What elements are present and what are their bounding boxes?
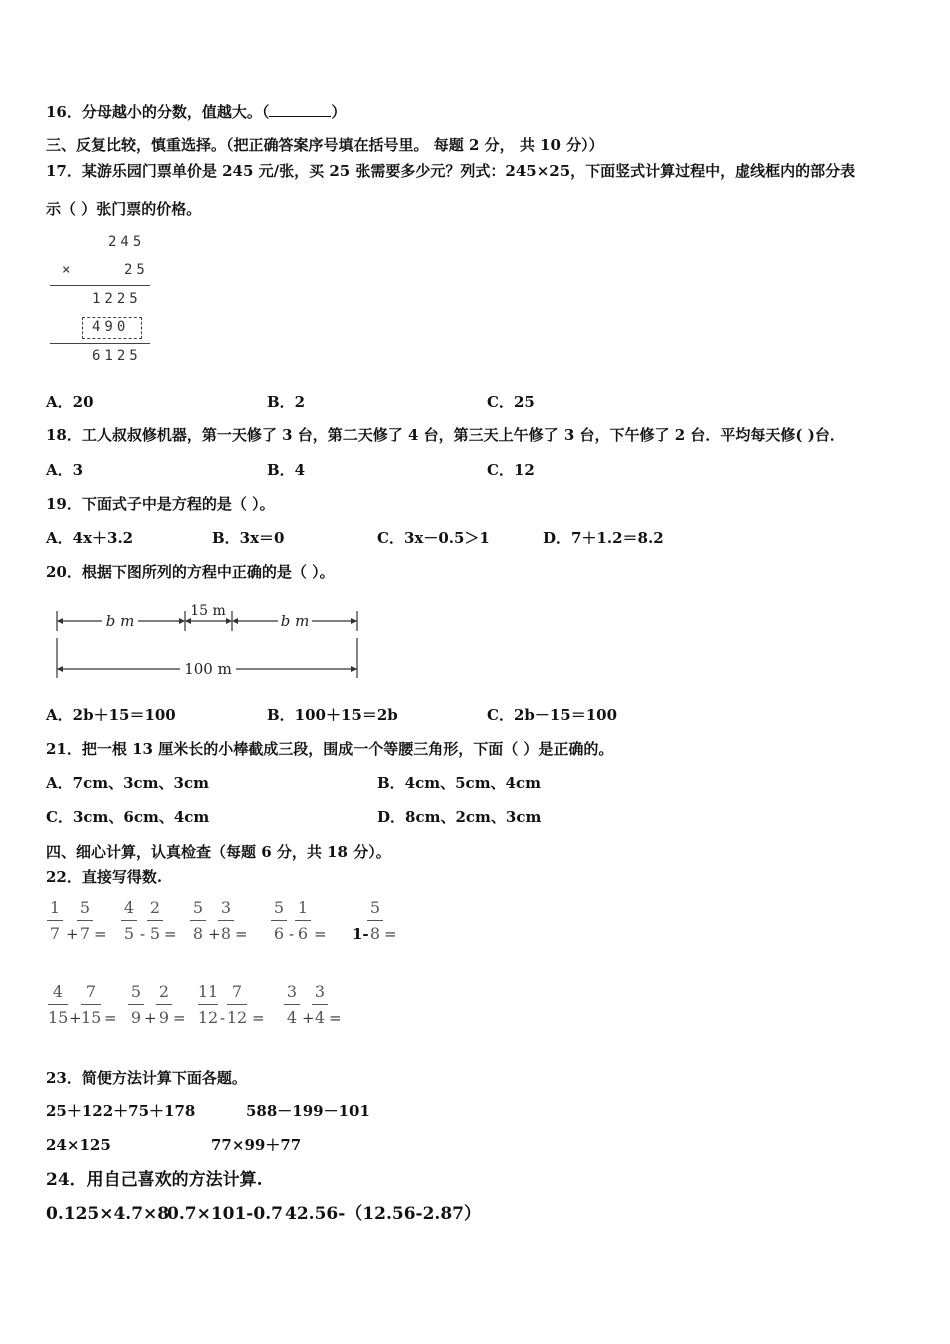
numerator: 4	[123, 898, 135, 917]
q22-r2-item2	[127, 982, 197, 1032]
equals: =	[104, 1009, 117, 1027]
fraction-bar	[271, 920, 287, 921]
operator: +	[302, 1009, 315, 1027]
operator: +	[69, 1009, 82, 1027]
q22-r1-item4	[270, 898, 340, 948]
denominator: 4	[286, 1008, 298, 1027]
numerator: 2	[158, 982, 170, 1001]
q23-item4: 77×99＋77	[211, 1136, 302, 1154]
q23-item2: 588－199－101	[246, 1102, 370, 1120]
denominator: 12	[226, 1008, 248, 1027]
denominator: 9	[130, 1008, 142, 1027]
q21-option-a[interactable]: A．7cm、3cm、3cm	[46, 774, 209, 792]
denominator: 12	[197, 1008, 219, 1027]
numerator: 4	[52, 982, 64, 1001]
fraction-bar	[156, 1004, 172, 1005]
numerator: 5	[369, 898, 381, 917]
fraction-bar	[190, 920, 206, 921]
section3-title: 三、反复比较，慎重选择。（把正确答案序号填在括号里。 每题 2 分， 共 10 分））	[46, 136, 604, 154]
q23-item1: 25＋122＋75＋178	[46, 1102, 196, 1120]
fraction-bar	[121, 920, 137, 921]
fraction-bar	[198, 1004, 218, 1005]
q19-option-a[interactable]: A．4x＋3.2	[46, 529, 134, 547]
whole-number: 1-	[352, 925, 369, 943]
q24-item3: 42.56-（12.56-2.87）	[285, 1204, 481, 1224]
fraction-bar	[77, 920, 93, 921]
denominator: 4	[314, 1008, 326, 1027]
fraction-bar	[147, 920, 163, 921]
equals: =	[384, 925, 397, 943]
operator: +	[144, 1009, 157, 1027]
numerator: 3	[286, 982, 298, 1001]
q22-r1-item3	[189, 898, 259, 948]
q18-text: 18．工人叔叔修机器，第一天修了 3 台，第二天修了 4 台，第三天上午修了 3 台，下午修了 2 台．平均每天修( )台．	[46, 426, 845, 444]
equals: =	[314, 925, 327, 943]
numerator: 1	[297, 898, 309, 917]
q20-figure	[50, 600, 370, 680]
fraction-bar	[284, 1004, 300, 1005]
q22-r2-item4	[283, 982, 353, 1032]
fraction-bar	[48, 1004, 68, 1005]
numerator: 5	[79, 898, 91, 917]
q18-option-b[interactable]: B．4	[267, 461, 306, 479]
q20-option-b[interactable]: B．100＋15＝2b	[267, 706, 398, 724]
denominator: 5	[123, 924, 135, 943]
fraction-bar	[128, 1004, 144, 1005]
q20-option-c[interactable]: C．2b－15＝100	[487, 706, 618, 724]
q22-r2-item3	[196, 982, 276, 1032]
q19-option-c[interactable]: C．3x－0.5＞1	[377, 529, 490, 547]
equals: =	[252, 1009, 265, 1027]
denominator: 8	[192, 924, 204, 943]
q16-answer-blank[interactable]	[269, 104, 331, 117]
q24-item1: 0.125×4.7×8	[46, 1204, 170, 1224]
denominator: 15	[48, 1008, 69, 1027]
q22-r1-item2	[120, 898, 190, 948]
q23-title: 23．简便方法计算下面各题。	[46, 1069, 247, 1087]
fraction-bar	[81, 1004, 101, 1005]
numerator: 5	[192, 898, 204, 917]
fig-label-middle: 15 m	[190, 603, 226, 619]
operator: +	[208, 925, 221, 943]
q17-option-b[interactable]: B．2	[267, 393, 306, 411]
q18-option-c[interactable]: C．12	[487, 461, 535, 479]
denominator: 8	[220, 924, 232, 943]
denominator: 7	[49, 924, 61, 943]
equals: =	[329, 1009, 342, 1027]
numerator: 3	[314, 982, 326, 1001]
numerator: 5	[130, 982, 142, 1001]
q24-title: 24．用自己喜欢的方法计算.	[46, 1170, 263, 1190]
denominator: 8	[369, 924, 381, 943]
q19-option-b[interactable]: B．3x＝0	[212, 529, 285, 547]
q17-vertical-multiplication	[46, 230, 156, 370]
q21-text: 21．把一根 13 厘米长的小棒截成三段，围成一个等腰三角形，下面（ ）是正确的。	[46, 740, 614, 758]
numerator: 3	[220, 898, 232, 917]
q22-r1-item5	[352, 898, 422, 948]
vertical-partial-1: 1225	[92, 291, 142, 307]
vertical-n2: 25	[124, 262, 149, 278]
q17-option-c[interactable]: C．25	[487, 393, 535, 411]
equals: =	[164, 925, 177, 943]
q22-r1-item1	[46, 898, 116, 948]
denominator: 6	[297, 924, 309, 943]
fraction-bar	[47, 920, 63, 921]
numerator: 7	[85, 982, 97, 1001]
operator: -	[289, 925, 295, 943]
q23-item3: 24×125	[46, 1136, 111, 1154]
numerator: 2	[149, 898, 161, 917]
fig-label-left: b m	[105, 612, 135, 630]
denominator: 9	[158, 1008, 170, 1027]
numerator: 5	[273, 898, 285, 917]
vertical-line-2	[50, 343, 150, 344]
q18-option-a[interactable]: A．3	[46, 461, 84, 479]
q22-title: 22．直接写得数.	[46, 868, 163, 886]
q21-option-b[interactable]: B．4cm、5cm、4cm	[377, 774, 542, 792]
q16	[46, 103, 346, 121]
denominator: 7	[79, 924, 91, 943]
vertical-n1: 245	[108, 234, 146, 250]
q16-close: ）	[331, 103, 347, 121]
operator: -	[220, 1009, 226, 1027]
fraction-bar	[367, 920, 383, 921]
q22-r2-item1	[46, 982, 126, 1032]
fraction-bar	[227, 1004, 247, 1005]
denominator: 15	[81, 1008, 102, 1027]
q19-option-d[interactable]: D．7＋1.2＝8.2	[543, 529, 664, 547]
q21-option-d[interactable]: D．8cm、2cm、3cm	[377, 808, 542, 826]
q20-text: 20．根据下图所列的方程中正确的是（ ）。	[46, 563, 335, 581]
vertical-result: 6125	[92, 348, 142, 364]
equals: =	[235, 925, 248, 943]
fig-label-total: 100 m	[184, 660, 232, 678]
fraction-bar	[312, 1004, 328, 1005]
operator: -	[140, 925, 146, 943]
q19-text: 19．下面式子中是方程的是（ ）。	[46, 495, 275, 513]
numerator: 7	[231, 982, 243, 1001]
fig-label-right: b m	[280, 612, 310, 630]
vertical-op: ×	[62, 262, 75, 278]
denominator: 6	[273, 924, 285, 943]
fraction-bar	[218, 920, 234, 921]
equals: =	[94, 925, 107, 943]
operator: +	[66, 925, 79, 943]
equals: =	[173, 1009, 186, 1027]
vertical-line-1	[50, 285, 150, 286]
numerator: 1	[49, 898, 61, 917]
q17-option-a[interactable]: A．20	[46, 393, 94, 411]
numerator: 11	[197, 982, 219, 1001]
vertical-partial-2: 490	[92, 319, 130, 335]
denominator: 5	[149, 924, 161, 943]
fraction-bar	[295, 920, 311, 921]
q20-option-a[interactable]: A．2b＋15＝100	[46, 706, 176, 724]
q21-option-c[interactable]: C．3cm、6cm、4cm	[46, 808, 210, 826]
q17-line1: 17．某游乐园门票单价是 245 元/张，买 25 张需要多少元？列式：245×25，下面竖式计算过程中，虚线框内的部分表	[46, 162, 856, 180]
q16-text: 16．分母越小的分数，值越大。（	[46, 103, 270, 121]
q17-line2: 示（ ）张门票的价格。	[46, 200, 202, 218]
q24-item2: 0.7×101-0.7	[167, 1204, 283, 1224]
section4-title: 四、细心计算，认真检查（每题 6 分，共 18 分）。	[46, 843, 391, 861]
